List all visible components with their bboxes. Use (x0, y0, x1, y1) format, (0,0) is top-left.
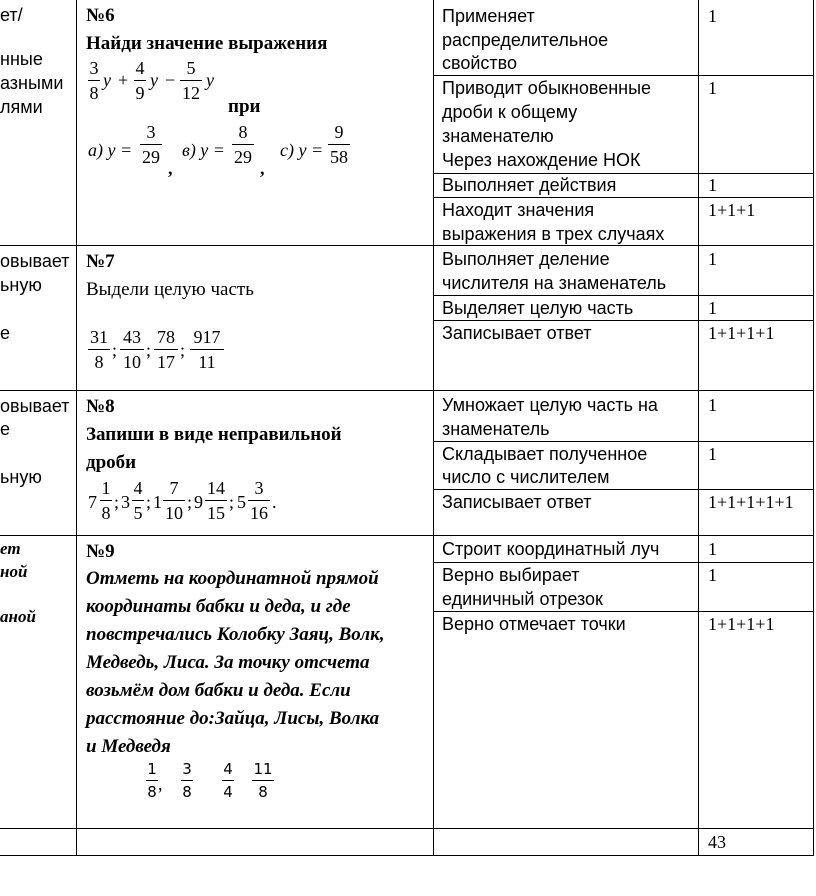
left-col-text: овывает (0, 251, 70, 271)
criterion-text: Записывает ответ (442, 323, 592, 343)
left-col-text: лями (0, 97, 43, 117)
fraction: 3 8 (182, 760, 192, 801)
fraction: 1 8 (147, 760, 157, 801)
fraction: 8 29 (234, 122, 252, 167)
criterion-text: Выполняет деление (442, 249, 610, 269)
task9-text-line: расстояние до:Зайца, Лисы, Волка (86, 708, 380, 729)
separator: ; (146, 340, 152, 360)
separator: ; (146, 492, 152, 512)
task8-title: Запиши в виде неправильной (86, 424, 342, 445)
task7-number: №7 (86, 251, 115, 272)
separator: ; (112, 340, 118, 360)
value-label-c: c) y = (280, 140, 324, 160)
operator: − (165, 70, 176, 90)
grid-line (0, 245, 814, 246)
period: . (272, 492, 277, 512)
grid-line (76, 0, 77, 856)
task9-text-line: координаты бабки и деда, и где (86, 596, 351, 617)
score-value: 1 (708, 298, 717, 318)
task6-pri: при (228, 96, 261, 117)
fraction: 3 16 (250, 478, 268, 523)
fraction: 4 4 (223, 760, 233, 801)
criterion-text: число с числителем (442, 467, 610, 487)
variable: y (206, 70, 214, 90)
whole-part: 5 (237, 492, 246, 512)
whole-part: 9 (194, 492, 203, 512)
comma: , (260, 158, 265, 178)
criterion-text: Применяет (442, 6, 535, 26)
task9-number: №9 (86, 541, 115, 562)
score-value: 1+1+1 (708, 200, 756, 220)
left-col-text: аной (0, 607, 36, 626)
criterion-text: Через нахождение НОК (442, 150, 641, 170)
task9-text-line: возьмём дом бабки и деда. Если (86, 680, 351, 701)
variable: y (150, 70, 158, 90)
task9-text-line: Медведь, Лиса. За точку отсчета (86, 652, 370, 673)
fraction: 917 11 (190, 327, 224, 372)
criterion-text: знаменателю (442, 126, 554, 146)
criterion-text: Строит координатный луч (442, 539, 660, 559)
grid-line (0, 535, 814, 536)
fraction: 3 8 (89, 58, 99, 103)
left-col-text: ет (0, 539, 21, 558)
fraction: 3 29 (142, 122, 160, 167)
value-label-a: a) y = (88, 140, 133, 160)
left-col-text: е (0, 419, 11, 439)
task9-text-line: и Медведя (86, 736, 171, 757)
total-score: 43 (708, 832, 726, 852)
left-col-text: ной (0, 562, 28, 581)
fraction: 1 8 (101, 478, 111, 523)
left-col-text: ьную (0, 467, 42, 487)
task8-number: №8 (86, 396, 115, 417)
fraction: 78 17 (154, 327, 178, 372)
criterion-text: выражения в трех случаях (442, 224, 665, 244)
operator: + (118, 70, 129, 90)
task6-title: Найди значение выражения (86, 33, 328, 54)
task6-number: №6 (86, 5, 115, 26)
fraction: 4 5 (133, 478, 143, 523)
separator: ; (187, 492, 193, 512)
score-value: 1+1+1+1 (708, 323, 775, 343)
score-value: 1 (708, 78, 717, 98)
grid-line (0, 855, 814, 856)
fraction: 11 8 (253, 760, 273, 801)
separator: ; (180, 340, 186, 360)
score-value: 1+1+1+1+1 (708, 492, 794, 512)
criterion-text: Записывает ответ (442, 492, 592, 512)
task8-title: дроби (86, 452, 137, 473)
left-col-text: азными (0, 73, 64, 93)
whole-part: 7 (88, 492, 97, 512)
criterion-text: свойство (442, 53, 518, 73)
score-value: 1 (708, 6, 717, 26)
left-col-text: е (0, 323, 11, 343)
criterion-text: Находит значения (442, 200, 595, 220)
value-label-b: в) y = (182, 140, 225, 160)
left-col-text: овывает (0, 396, 70, 416)
score-value: 1+1+1+1 (708, 614, 775, 634)
criterion-text: числителя на знаменатель (442, 273, 667, 293)
fraction: 7 10 (165, 478, 183, 523)
left-col-text: ьную (0, 275, 42, 295)
score-value: 1 (708, 249, 717, 269)
left-col-text: ет/ (0, 5, 23, 25)
criterion-text: Выполняет действия (442, 175, 617, 195)
grid-line (0, 828, 814, 829)
criterion-text: единичный отрезок (442, 589, 603, 609)
score-value: 1 (708, 539, 717, 559)
grid-line (433, 0, 434, 856)
fraction: 31 8 (90, 327, 108, 372)
criterion-text: Приводит обыкновенные (442, 78, 652, 98)
left-col-text: нные (0, 49, 43, 69)
variable: y (103, 70, 111, 90)
task9-text-line: Отметь на координатной прямой (86, 568, 379, 589)
fraction: 4 9 (135, 58, 145, 103)
score-value: 1 (708, 395, 717, 415)
criterion-text: Верно отмечает точки (442, 614, 626, 634)
comma: , (158, 774, 163, 794)
fraction: 43 10 (120, 327, 144, 372)
grid-line (698, 0, 699, 856)
whole-part: 3 (121, 492, 130, 512)
criterion-text: знаменатель (442, 419, 550, 439)
comma: , (168, 158, 173, 178)
fraction: 5 12 (182, 58, 200, 103)
grid-line (0, 390, 814, 391)
score-value: 1 (708, 565, 717, 585)
whole-part: 1 (153, 492, 162, 512)
separator: ; (229, 492, 235, 512)
criterion-text: Складывает полученное (442, 444, 648, 464)
criterion-text: Верно выбирает (442, 565, 580, 585)
criterion-text: Выделяет целую часть (442, 298, 634, 318)
score-value: 1 (708, 444, 717, 464)
separator: ; (114, 492, 120, 512)
score-value: 1 (708, 175, 717, 195)
task7-title: Выдели целую часть (86, 279, 254, 300)
fraction: 14 15 (207, 478, 225, 523)
grid-line (813, 0, 814, 856)
task9-text-line: повстречались Колобку Заяц, Волк, (86, 624, 385, 645)
criterion-text: распределительное (442, 30, 609, 50)
criterion-text: Умножает целую часть на (442, 395, 658, 415)
criterion-text: дроби к общему (442, 102, 578, 122)
fraction: 9 58 (330, 122, 348, 167)
